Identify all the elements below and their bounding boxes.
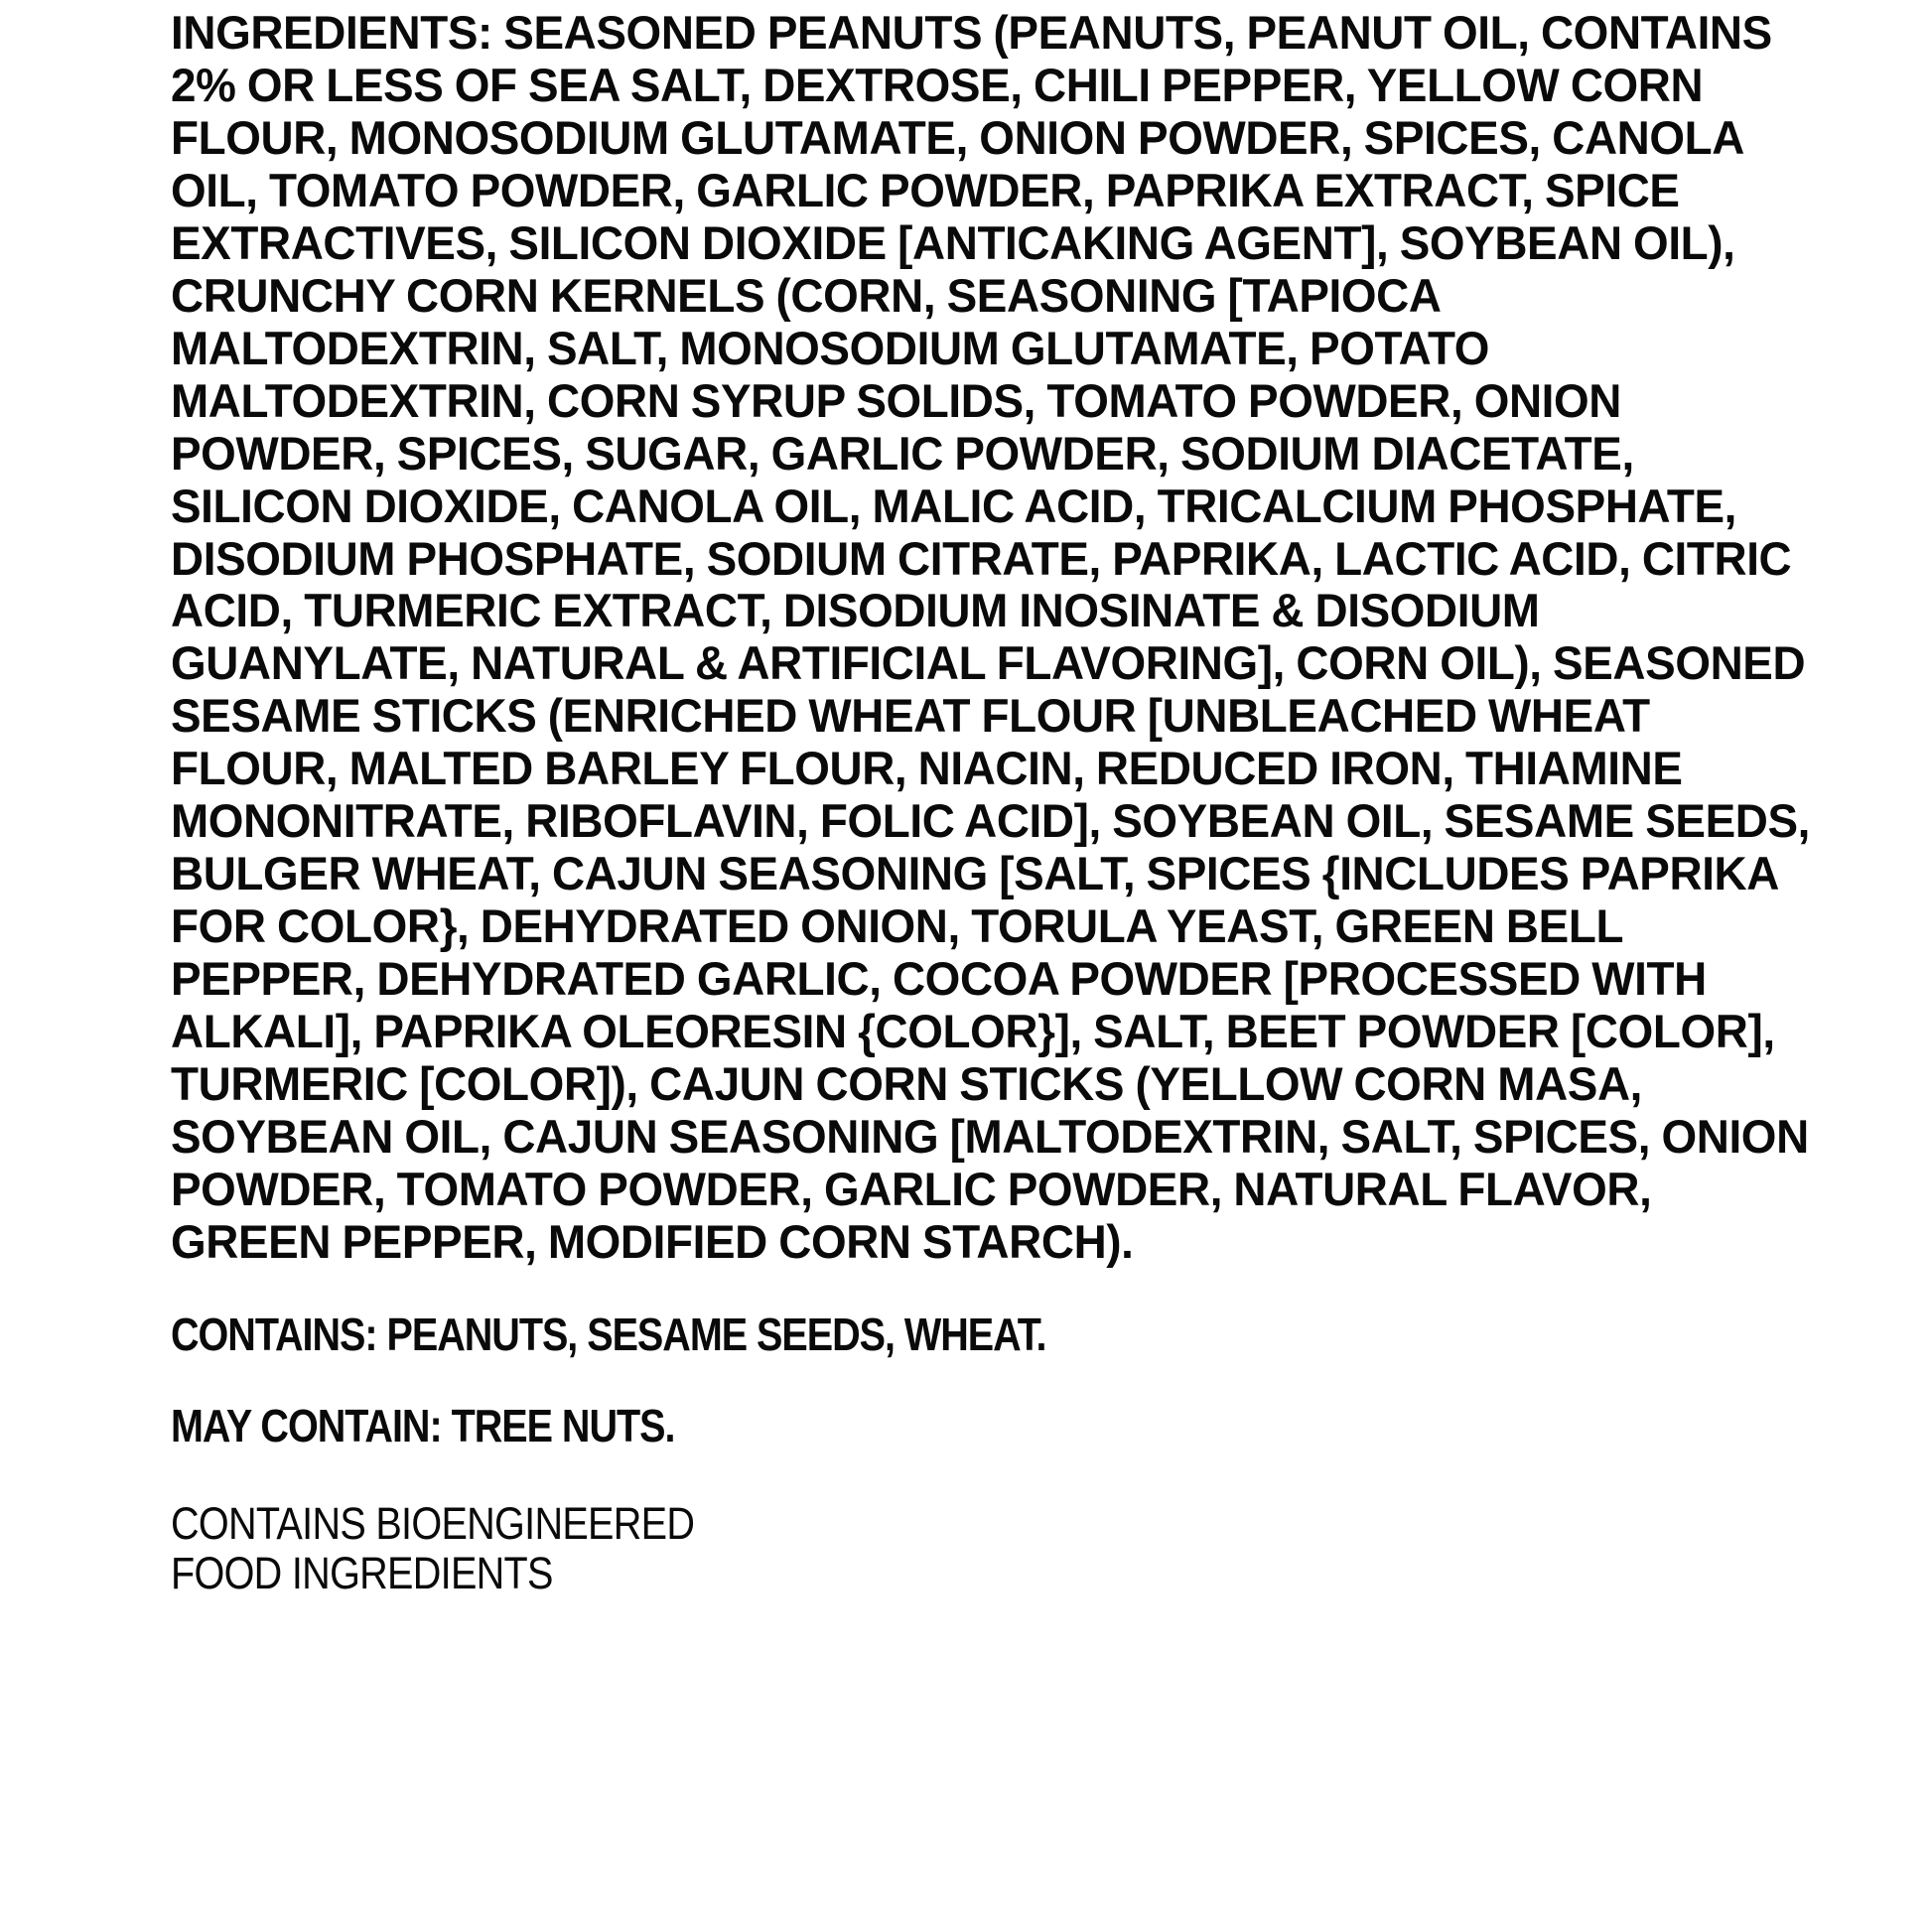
spacer-after-ingredients [171, 1270, 1872, 1310]
may-contain-statement: MAY CONTAIN: TREE NUTS. [171, 1400, 675, 1452]
ingredients-paragraph [171, 8, 1813, 1270]
spacer-after-contains [171, 1359, 1872, 1401]
ingredients-heading: INGREDIENTS: [171, 7, 492, 60]
bioengineered-statement-line1: CONTAINS BIOENGINEERED [171, 1498, 695, 1550]
bioengineered-statement-line2: FOOD INGREDIENTS [171, 1548, 553, 1599]
spacer-after-may-contain [171, 1451, 1872, 1499]
contains-allergens-statement: CONTAINS: PEANUTS, SESAME SEEDS, WHEAT. [171, 1308, 1046, 1360]
ingredients-list-text: SEASONED PEANUTS (PEANUTS, PEANUT OIL, CONTAINS 2% OR LESS OF SEA SALT, DEXTROSE, CHILI PEPPER, YELLOW CORN FLOUR, MONOSODIUM GLUTAMATE, ONION POWDER, SPICES, CANOLA OIL, TOMATO POWDER, GARLIC POWDER, PAPRIKA EXTRACT, SPICE EXTRACTIVES, SILICON DIOXIDE [ANTICAKING AGENT], SOYBEAN OIL), CRUNCHY CORN KERNELS (CORN, SEASONING [TAPIOCA MALTODEXTRIN, SALT, MONOSODIUM GLUTAMATE, POTATO MALTODEXTRIN, CORN SYRUP SOLIDS, TOMATO POWDER, ONION POWDER, SPICES, SUGAR, GARLIC POWDER, SODIUM DIACETATE, SILICON DIOXIDE, CANOLA OIL, MALIC ACID, TRICALCIUM PHOSPHATE, DISODIUM PHOSPHATE, SODIUM CITRATE, PAPRIKA, LACTIC ACID, CITRIC ACID, TURMERIC EXTRACT, DISODIUM INOSINATE & DISODIUM GUANYLATE, NATURAL & ARTIFICIAL FLAVORING], CORN OIL), SEASONED SESAME STICKS (ENRICHED WHEAT FLOUR [UNBLEACHED WHEAT FLOUR, MALTED BARLEY FLOUR, NIACIN, REDUCED IRON, THIAMINE MONONITRATE, RIBOFLAVIN, FOLIC ACID], SOYBEAN OIL, SESAME SEEDS, BULGER WHEAT, CAJUN SEASONING [SALT, SPICES {INCLUDES PAPRIKA FOR COLOR}, DEHYDRATED ONION, TORULA YEAST, GREEN BELL PEPPER, DEHYDRATED GARLIC, COCOA POWDER [PROCESSED WITH ALKALI], PAPRIKA OLEORESIN {COLOR}], SALT, BEET POWDER [COLOR], TURMERIC [COLOR]), CAJUN CORN STICKS (YELLOW CORN MASA, SOYBEAN OIL, CAJUN SEASONING [MALTODEXTRIN, SALT, SPICES, ONION POWDER, TOMATO POWDER, GARLIC POWDER, NATURAL FLAVOR, GREEN PEPPER, MODIFIED CORN STARCH). [171, 7, 1811, 1269]
